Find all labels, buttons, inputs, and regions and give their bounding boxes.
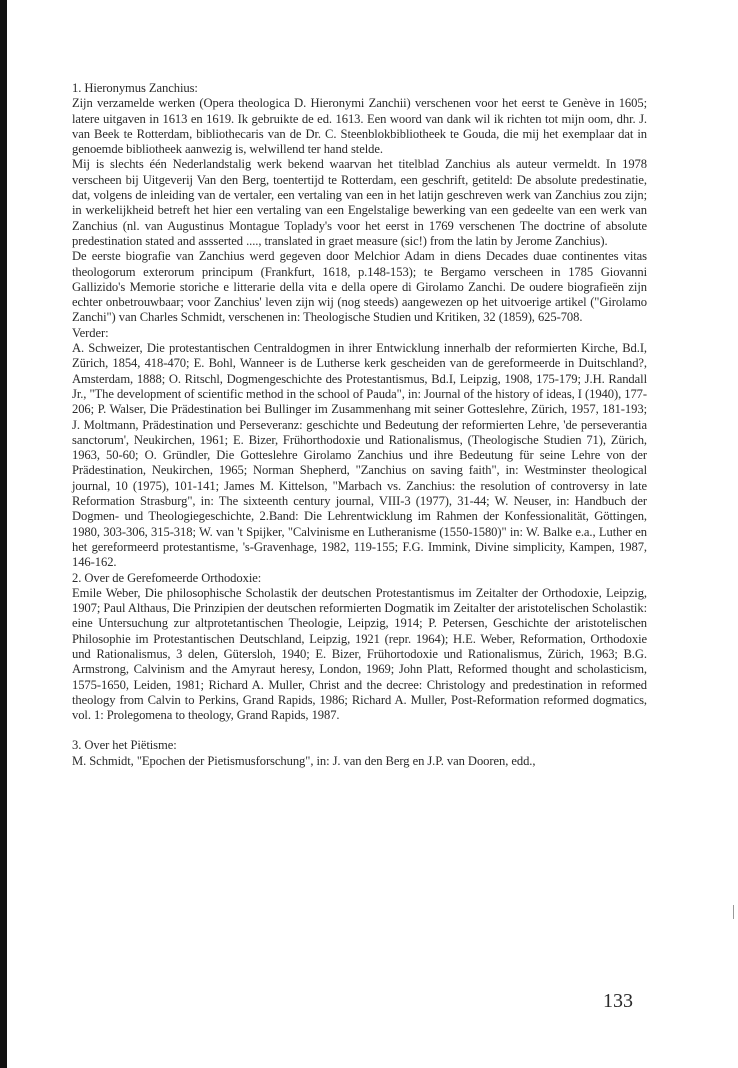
section-gap bbox=[72, 723, 647, 738]
paragraph: Emile Weber, Die philosophische Scholastik der deutschen Protestantismus im Zeitalter der Orthodoxie, Leipzig, 1907; Paul Althaus, Die Prinzipien der deutschen reformierten Dogmatik im Zeitalter der aristotelischen Scholastik: eine Untersuchung zur altprotetantischen Theologie, Leipzig, 1914; P. Petersen, Geschichte der aristotelischen Philosophie im Protestantischen Deutschland, Leipzig, 1921 (repr. 1964); H.E. Weber, Reformation, Orthodoxie und Rationalismus, 3 delen, Gütersloh, 1940; E. Bizer, Frühortodoxie und Rationalismus, Zürich, 1963; B.G. Armstrong, Calvinism and the Amyraut heresy, London, 1969; John Platt, Reformed thought and scholasticism, 1575-1650, Leiden, 1981; Richard A. Muller, Christ and the decree: Christology and predestination in reformed theology from Calvin to Perkins, Grand Rapids, 1986; Richard A. Muller, Post-Reformation reformed dogmatics, vol. 1: Prolegomena to theology, Grand Rapids, 1987. bbox=[72, 585, 647, 723]
section-heading: 1. Hieronymus Zanchius: bbox=[72, 81, 198, 95]
section-heading: 2. Over de Gerefomeerde Orthodoxie: bbox=[72, 570, 262, 585]
scan-edge bbox=[0, 0, 7, 1068]
paragraph: Mij is slechts één Nederlandstalig werk bekend waarvan het titelblad Zanchius als auteur vermeldt. In 1978 verscheen bij Uitgeverij Van den Berg, toentertijd te Rotterdam, een geschrift, getiteld: De absolute predestinatie, dat, volgens de inleiding van de vertaler, een vertaling van een in het latijn geschreven werk van Zanchius zou zijn; in werkelijkheid betreft het hier een vertaling van een Engelstalige bewerking van een gedeelte van een werk van Zanchius (nl. van Augustinus Montague Toplady's voor het eerst in 1769 verschenen The doctrine of absolute predestination stated and assserted ...., translated in graet measure (sic!) from the latin by Jerome Zanchius). bbox=[72, 157, 647, 248]
page-content bbox=[72, 81, 647, 769]
page-number: 133 bbox=[603, 990, 633, 1012]
paragraph: Verder: bbox=[72, 325, 109, 340]
scan-mark bbox=[733, 905, 734, 919]
paragraph: M. Schmidt, "Epochen der Pietismusforschung", in: J. van den Berg en J.P. van Dooren, edd., bbox=[72, 753, 536, 768]
section-heading: 3. Over het Piëtisme: bbox=[72, 738, 177, 753]
paragraph: De eerste biografie van Zanchius werd gegeven door Melchior Adam in diens Decades duae continentes vitas theologorum exterorum principum (Frankfurt, 1618, p.148-153); te Bergamo verscheen in 1785 Giovanni Gallizido's Memorie storiche e litterarie della vita e della opere di Girolamo Zanchi. De oudere biografieën zijn echter onbetrouwbaar; voor Zanchius' leven zijn wij (nog steeds) aangewezen op het uitvoerige artikel ("Girolamo Zanchi") van Charles Schmidt, verschenen in: Theologische Studien und Kritiken, 32 (1859), 625-708. bbox=[72, 249, 647, 325]
paragraph: A. Schweizer, Die protestantischen Centraldogmen in ihrer Entwicklung innerhalb der reformierten Kirche, Bd.I, Zürich, 1854, 418-470; E. Bohl, Wanneer is de Lutherse kerk gescheiden van de gereformeerde in Duitschland?, Amsterdam, 1888; O. Ritschl, Dogmengeschichte des Protestantismus, Bd.I, Leipzig, 1908, 175-179; J.H. Randall Jr., "The development of scientific method in the school of Pauda", in: Journal of the history of ideas, I (1940), 177-206; P. Walser, Die Prädestination bei Bullinger im Zusammenhang mit seiner Gotteslehre, Zürich, 1957, 181-193; J. Moltmann, Prädestination und Perseveranz: geschichte und Bedeutung der reformierten Lehre, 'de perseverantia sanctorum', Neukirchen, 1961; E. Bizer, Frühorthodoxie und Rationalismus, (Theologische Studien 71), Zürich, 1963, 50-60; O. Gründler, Die Gotteslehre Girolamo Zanchius und ihre Bedeutung für seine Lehre von der Prädestination, Neukirchen, 1965; Norman Shepherd, "Zanchius on saving faith", in: Westminster theological journal, 10 (1975), 101-141; James M. Kittelson, "Marbach vs. Zanchius: the resolution of controversy in late Reformation Strasburg", in: The sixteenth century journal, VIII-3 (1977), 31-44; W. Neuser, in: Handbuch der Dogmen- und Theologiegeschichte, 2.Band: Die Lehrentwicklung im Rahmen der Konfessionalität, Göttingen, 1980, 303-306, 315-318; W. van 't Spijker, "Calvinisme en Lutheranisme (1550-1580)" in: W. Balke e.a., Luther en het gereformeerd protestantisme, 's-Gravenhage, 1982, 119-155; F.G. Immink, Divine simplicity, Kampen, 1987, 146-162. bbox=[72, 341, 647, 570]
paragraph: Zijn verzamelde werken (Opera theologica D. Hieronymi Zanchii) verschenen voor het eerst te Genève in 1605; latere uitgaven in 1613 en 1619. Ik gebruikte de ed. 1613. Een woord van dank wil ik richten tot mijn oom, dhr. J. van Beek te Rotterdam, bibliothecaris van de Dr. C. Steenblokbibliotheek te Gouda, die mij het exemplaar dat in genoemde bibliotheek aanwezig is, welwillend ter hand stelde. bbox=[72, 96, 647, 157]
